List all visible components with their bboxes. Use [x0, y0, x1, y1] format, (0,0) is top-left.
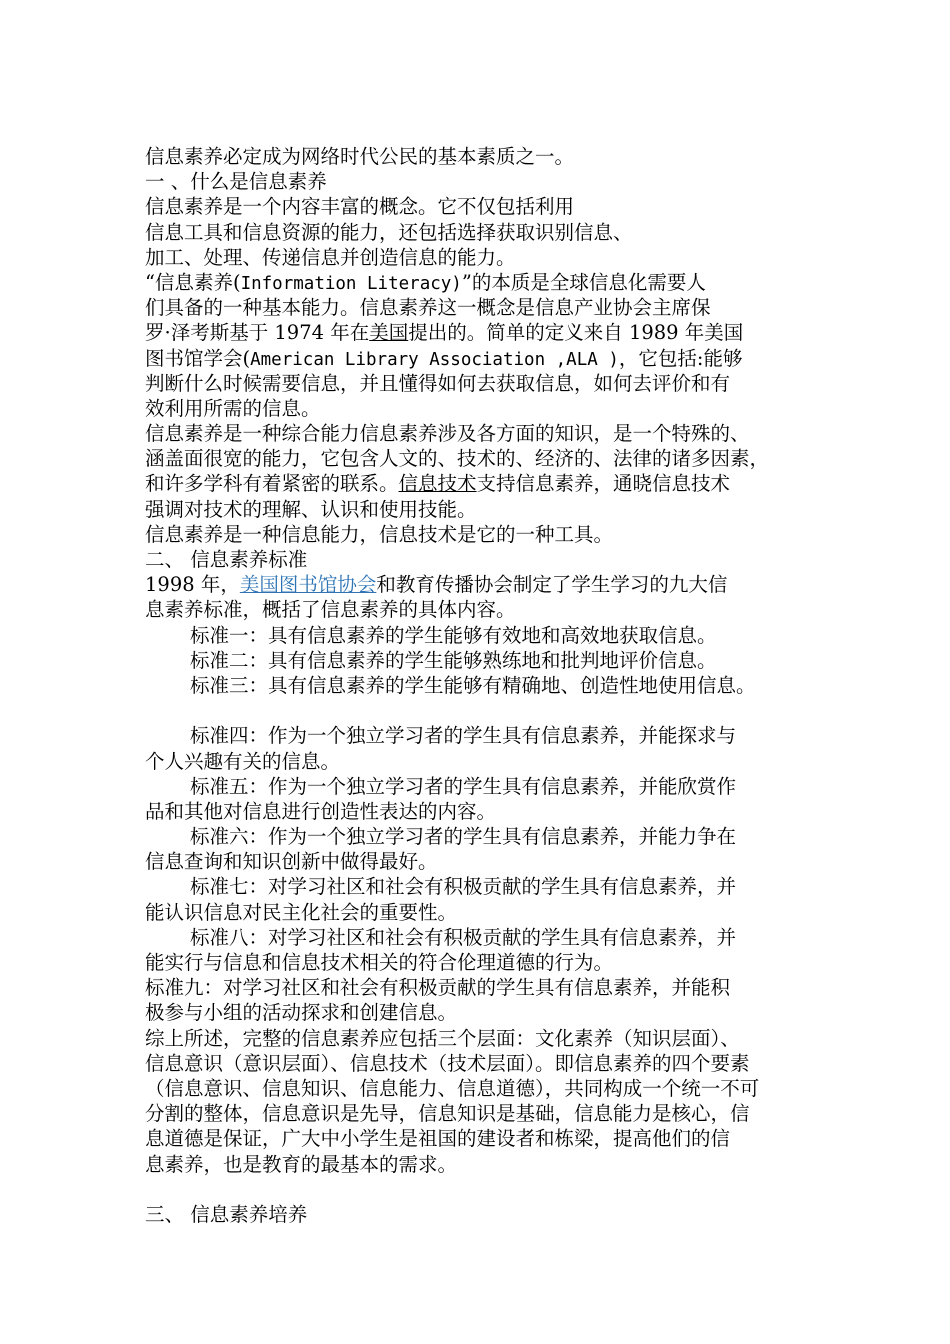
text-span: 和许多学科有着紧密的联系。	[145, 472, 399, 496]
english-term: American Library Association ,ALA )	[250, 349, 619, 370]
blank-line	[145, 698, 825, 723]
heading-cultivation: 三、 信息素养培养	[145, 1202, 308, 1226]
heading-what-is-information-literacy: 一 、什么是信息素养	[145, 170, 327, 194]
heading-standards: 二、 信息素养标准	[145, 548, 308, 571]
standard-9: 标准九：对学习社区和社会有积极贡献的学生具有信息素养，并能积	[145, 976, 731, 1000]
standard-3: 标准三：具有信息素养的学生能够有精确地、创造性地使用信息。	[190, 673, 756, 697]
paragraph-line: 们具备的一种基本能力。信息素养这一概念是信息产业协会主席保	[145, 296, 711, 320]
standard-7-cont: 能认识信息对民主化社会的重要性。	[145, 900, 458, 924]
standard-4-cont: 个人兴趣有关的信息。	[145, 749, 341, 773]
paragraph-line	[145, 471, 825, 496]
standard-1: 标准一：具有信息素养的学生能够有效地和高效地获取信息。	[190, 623, 717, 647]
text-span: 支持信息素养，通晓信息技术	[476, 472, 731, 496]
paragraph-line: 信息工具和信息资源的能力，还包括选择获取识别信息、	[145, 220, 633, 244]
paragraph-line: 信息素养是一种信息能力，信息技术是它的一种工具。	[145, 522, 614, 546]
paragraph-line: 信息素养是一种综合能力信息素养涉及各方面的知识，是一个特殊的、	[145, 422, 750, 446]
text-span: 1998 年，	[145, 573, 240, 597]
paragraph-line	[145, 320, 825, 345]
link-usa[interactable]: 美国	[369, 321, 409, 345]
text-span: ，它包括:能够	[618, 346, 743, 370]
standard-7: 标准七：对学习社区和社会有积极贡献的学生具有信息素养，并	[190, 875, 737, 899]
paragraph-line: 加工、处理、传递信息并创造信息的能力。	[145, 245, 516, 269]
standard-2: 标准二：具有信息素养的学生能够熟练地和批判地评价信息。	[190, 648, 717, 672]
paragraph-line: 综上所述，完整的信息素养应包括三个层面：文化素养（知识层面）、	[145, 1026, 740, 1050]
document-body	[145, 144, 825, 1227]
paragraph-line: 息素养，也是教育的最基本的需求。	[145, 1152, 458, 1176]
paragraph-line: 信息素养是一个内容丰富的概念。它不仅包括利用	[145, 195, 575, 219]
paragraph-line: 息道德是保证，广大中小学生是祖国的建设者和栋梁，提高他们的信	[145, 1127, 731, 1151]
paragraph-line	[145, 572, 825, 597]
standard-8-cont: 能实行与信息和信息技术相关的符合伦理道德的行为。	[145, 951, 614, 974]
link-american-library-association[interactable]: 美国图书馆协会	[239, 573, 377, 597]
text-span: 罗·泽考斯基于 1974 年在	[145, 321, 370, 345]
standard-8: 标准八：对学习社区和社会有积极贡献的学生具有信息素养，并	[190, 925, 737, 949]
english-term: Information Literacy)	[240, 273, 462, 294]
paragraph-line: 息素养标准，概括了信息素养的具体内容。	[145, 598, 516, 622]
text-span: ”的本质是全球信息化需要人	[461, 270, 706, 294]
paragraph-line: 判断什么时候需要信息，并且懂得如何去获取信息，如何去评价和有	[145, 371, 731, 395]
text-span: “信息素养(	[145, 270, 241, 294]
paragraph-line: 强调对技术的理解、认识和使用技能。	[145, 497, 477, 521]
paragraph-line	[145, 346, 825, 371]
paragraph-line	[145, 270, 825, 295]
paragraph-line: （信息意识、信息知识、信息能力、信息道德），共同构成一个统一不可	[145, 1076, 760, 1100]
standard-4: 标准四：作为一个独立学习者的学生具有信息素养，并能探求与	[190, 724, 737, 748]
paragraph-line: 信息意识（意识层面）、信息技术（技术层面）。即信息素养的四个要素	[145, 1051, 750, 1075]
standard-6-cont: 信息查询和知识创新中做得最好。	[145, 850, 438, 874]
text-span: 和教育传播协会制定了学生学习的九大信	[376, 573, 728, 597]
standard-9-cont: 极参与小组的活动探求和创建信息。	[145, 1001, 458, 1025]
paragraph-line: 分割的整体，信息意识是先导，信息知识是基础，信息能力是核心，信	[145, 1102, 750, 1126]
paragraph-line: 效利用所需的信息。	[145, 396, 321, 420]
standard-5-cont: 品和其他对信息进行创造性表达的内容。	[145, 799, 497, 823]
link-information-technology[interactable]: 信息技术	[398, 472, 477, 496]
standard-6: 标准六：作为一个独立学习者的学生具有信息素养，并能力争在	[190, 825, 737, 849]
blank-line	[145, 1177, 825, 1202]
paragraph-intro: 信息素养必定成为网络时代公民的基本素质之一。	[145, 145, 575, 168]
standard-5: 标准五：作为一个独立学习者的学生具有信息素养，并能欣赏作	[190, 774, 737, 798]
text-span: 图书馆学会(	[145, 346, 251, 370]
paragraph-line: 涵盖面很宽的能力，它包含人文的、技术的、经济的、法律的诸多因素，	[145, 447, 770, 471]
text-span: 提出的。简单的定义来自 1989 年美国	[408, 321, 744, 345]
